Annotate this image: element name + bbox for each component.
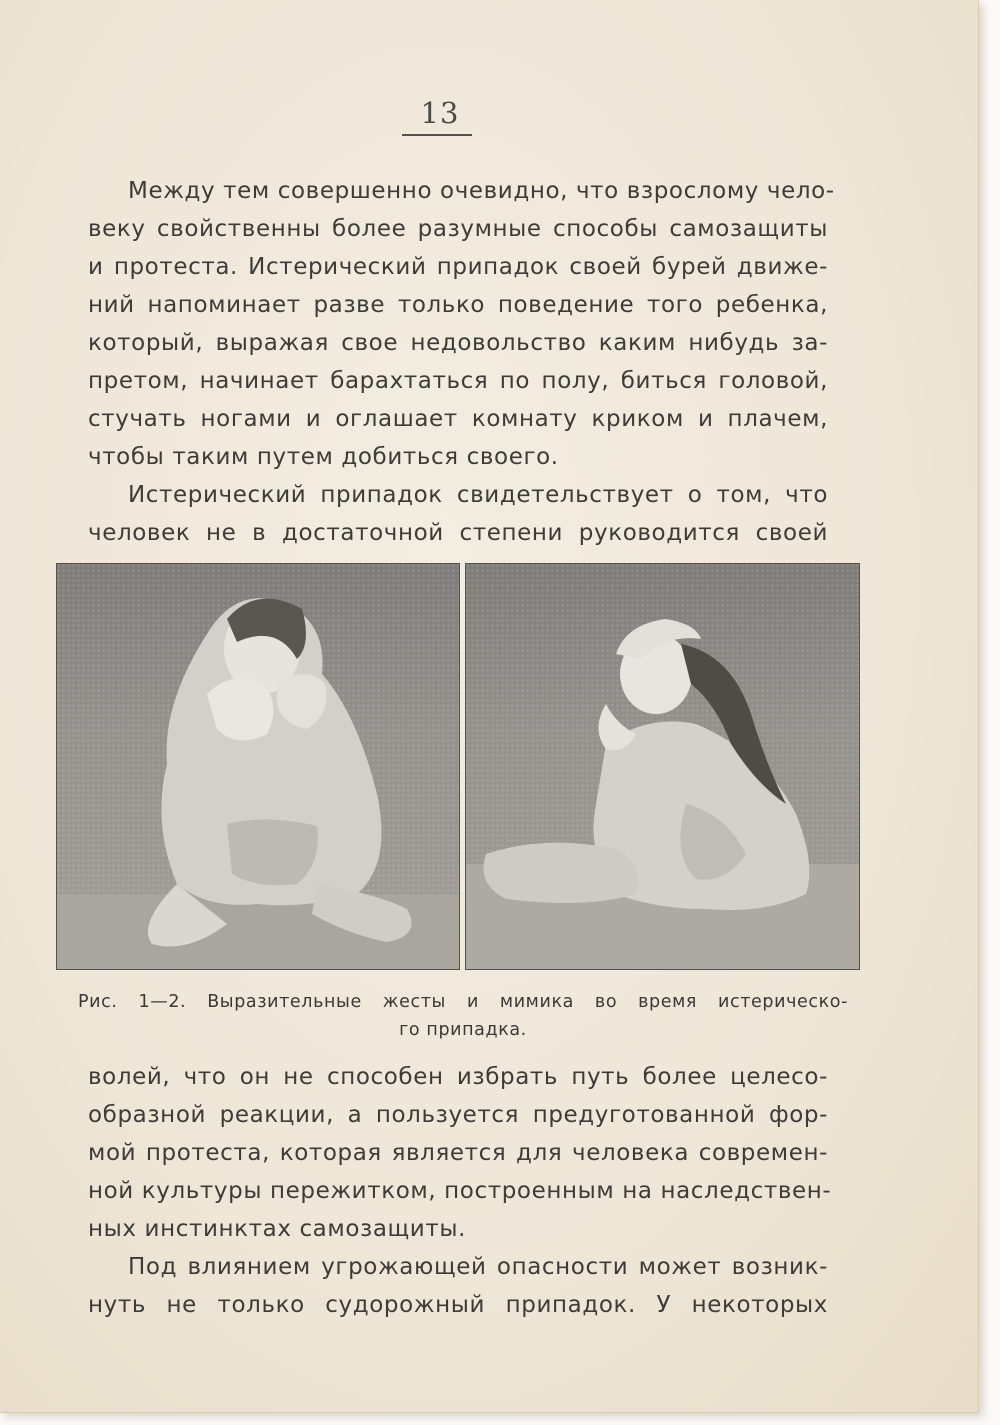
text-line: Под влиянием угрожающей опасности может возник-	[128, 1254, 828, 1280]
page-number-underline	[402, 134, 472, 136]
photo-figure-1	[56, 563, 460, 970]
text-line: человек не в достаточной степени руководится своей	[88, 520, 828, 546]
text-line: ных инстинктах самозащиты.	[88, 1216, 467, 1242]
text-line: мой протеста, которая является для человека современ-	[88, 1140, 828, 1166]
text-line: который, выражая свое недовольство каким нибудь за-	[88, 330, 828, 356]
text-line: образной реакции, а пользуется предуготованной фор-	[88, 1102, 828, 1128]
body-text-top	[88, 172, 835, 552]
text-line: чтобы таким путем добиться своего.	[88, 444, 559, 470]
caption-line: го припадка.	[399, 1020, 527, 1040]
text-line: стучать ногами и оглашает комнату криком и плачем,	[88, 406, 828, 432]
text-line: волей, что он не способен избрать путь более целесо-	[88, 1064, 828, 1090]
figure-caption	[78, 988, 848, 1044]
photo-figure-1-illustration	[57, 564, 459, 969]
text-line: Истерический припадок свидетельствует о том, что	[128, 482, 828, 508]
figure-photographs	[56, 563, 858, 968]
text-line: нуть не только судорожный припадок. У некоторых	[88, 1292, 828, 1318]
text-line: ний напоминает разве только поведение того ребенка,	[88, 292, 828, 318]
caption-line: Рис. 1—2. Выразительные жесты и мимика во время истерическо-	[78, 992, 848, 1012]
photo-figure-2-illustration	[466, 564, 859, 969]
photo-figure-2	[465, 563, 860, 970]
text-line: претом, начинает барахтаться по полу, биться головой,	[88, 368, 828, 394]
text-line: ной культуры пережитком, построенным на наследствен-	[88, 1178, 832, 1204]
text-line: веку свойственны более разумные способы самозащиты	[88, 216, 828, 242]
page-number: 13	[420, 96, 460, 130]
text-line: и протеста. Истерический припадок своей бурей движе-	[88, 254, 828, 280]
body-text-bottom	[88, 1058, 832, 1324]
text-line: Между тем совершенно очевидно, что взрослому чело-	[128, 178, 835, 204]
